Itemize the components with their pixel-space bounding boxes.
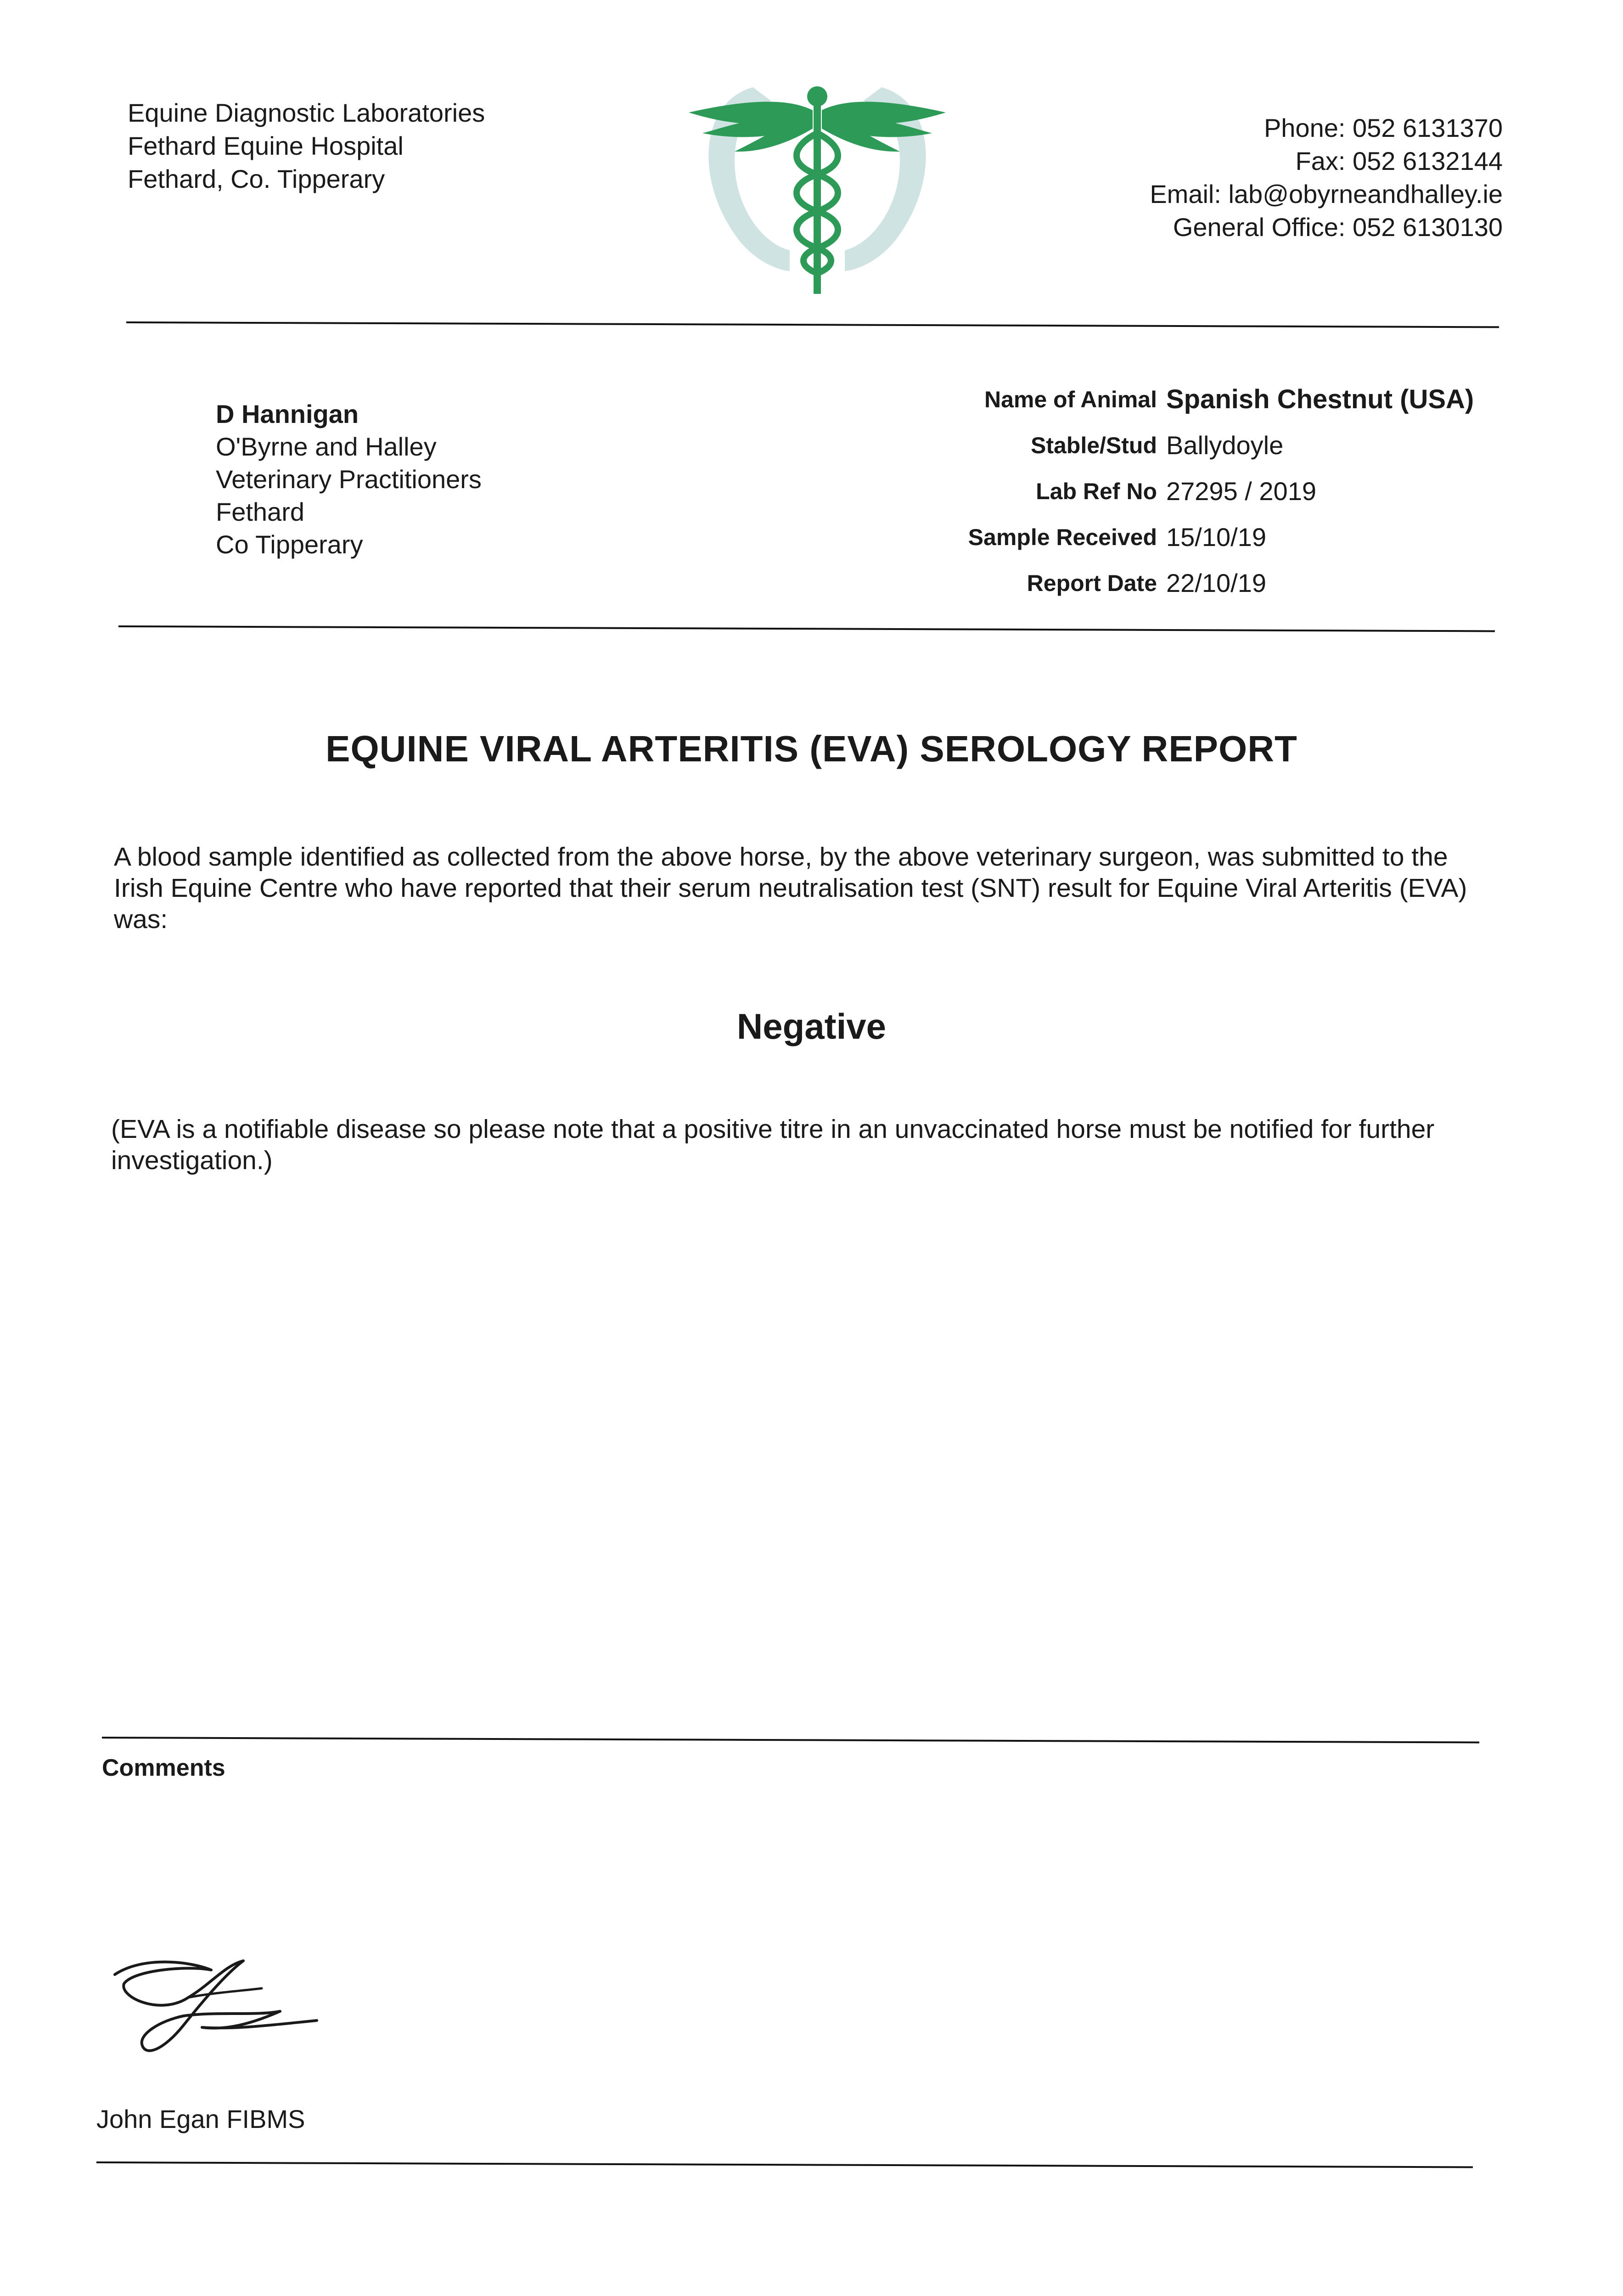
detail-row-animal [900, 377, 1497, 422]
staff-icon [814, 101, 821, 294]
footer-divider [96, 2161, 1473, 2168]
recipient-address [216, 398, 482, 561]
lab-address [128, 96, 485, 196]
animal-details [900, 377, 1497, 606]
detail-value: 15/10/19 [1166, 523, 1266, 551]
comments-label: Comments [102, 1755, 225, 1781]
recipient-line: Veterinary Practitioners [216, 465, 482, 494]
detail-value: 22/10/19 [1166, 568, 1266, 597]
contact-phone: Phone: 052 6131370 [1264, 113, 1503, 142]
contact-office: General Office: 052 6130130 [1173, 213, 1503, 242]
notifiable-note: (EVA is a notifiable disease so please note that a positive titre in an unvaccinated horse must be notified for further investigation.) [111, 1114, 1435, 1175]
recipient-line: Fethard [216, 497, 304, 526]
recipient-line: O'Byrne and Halley [216, 432, 437, 461]
report-paragraph: A blood sample identified as collected from the above horse, by the above veterinary surgeon, was submitted to the Irish Equine Centre who have reported that their serum neutralisation test (SNT) result for Equine Viral Arteritis (EVA) was: [114, 842, 1467, 934]
contact-fax: Fax: 052 6132144 [1295, 146, 1503, 175]
lab-hospital: Fethard Equine Hospital [128, 131, 404, 160]
details-divider [118, 625, 1495, 632]
detail-label: Name of Animal [984, 387, 1157, 412]
detail-value: 27295 / 2019 [1166, 477, 1316, 506]
detail-row-stable [900, 422, 1497, 468]
wing-right-icon [822, 101, 946, 152]
detail-value: Ballydoyle [1166, 431, 1284, 460]
signer-name: John Egan FIBMS [96, 2105, 305, 2133]
detail-row-report-date [900, 560, 1497, 606]
signature [106, 1947, 335, 2066]
recipient-name: D Hannigan [216, 400, 359, 428]
recipient-line: Co Tipperary [216, 530, 363, 559]
test-result: Negative [736, 1006, 887, 1047]
contact-block [1150, 112, 1503, 244]
lab-town: Fethard, Co. Tipperary [128, 164, 385, 193]
header-divider [126, 321, 1499, 328]
lab-name: Equine Diagnostic Laboratories [128, 98, 485, 127]
detail-row-labref [900, 468, 1497, 514]
detail-label: Sample Received [968, 524, 1157, 550]
detail-value: Spanish Chestnut (USA) [1166, 384, 1474, 414]
caduceus-horseshoe-logo [684, 69, 950, 298]
comments-divider [102, 1737, 1479, 1743]
wing-left-icon [689, 101, 813, 152]
report-title: EQUINE VIRAL ARTERITIS (EVA) SEROLOGY REPORT [326, 728, 1297, 769]
detail-label: Stable/Stud [1030, 433, 1157, 458]
detail-label: Lab Ref No [1036, 478, 1157, 504]
detail-row-received [900, 514, 1497, 560]
detail-label: Report Date [1027, 570, 1157, 596]
contact-email: Email: lab@obyrneandhalley.ie [1150, 180, 1503, 208]
